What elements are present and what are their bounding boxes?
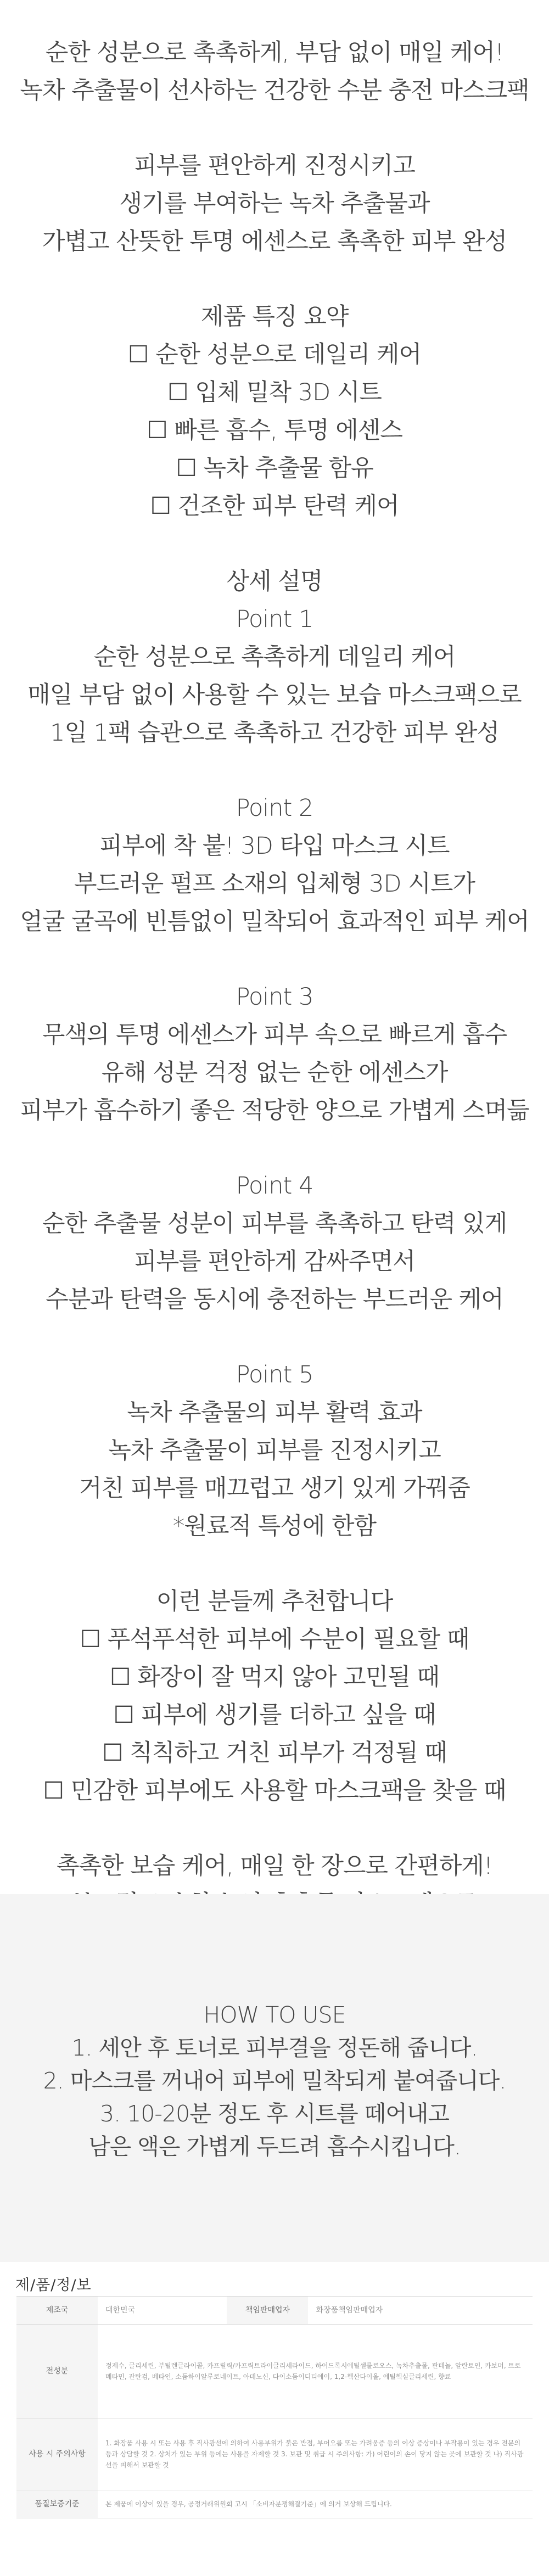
spacer — [0, 1130, 549, 1167]
point-line: 녹차 추출물이 피부를 진정시키고 — [108, 1437, 441, 1464]
info-value: 본 제품에 이상이 있을 경우, 공정거래위원회 고시 「소비자분쟁해결기준」에 의거 보상해 드립니다. — [98, 2490, 533, 2518]
headline-block — [0, 34, 549, 110]
info-value: 1. 화장품 사용 시 또는 사용 후 직사광선에 의하여 사용부위가 붉은 반점, 부어오름 또는 가려움증 등의 이상 증상이나 부작용이 있는 경우 전문의 등과 상담할 것 2. 상처가 있는 부위 등에는 사용을 자제할 것 3. 보관 및 취급 시 주의사항: 가) 어린이의 손이 닿지 않는 곳에 보관할 것 나) 직사광선을 피해서 보관할 것 — [98, 2418, 533, 2490]
info-value: 대한민국 — [98, 2297, 227, 2325]
point-line: 거친 피부를 매끄럽고 생기 있게 가꿔줌 — [79, 1475, 470, 1502]
how-to-step: 2. 마스크를 꺼내어 피부에 밀착되게 붙여줍니다. — [43, 2068, 506, 2094]
headline-line: 녹차 추출물이 선사하는 건강한 수분 충전 마스크팩 — [20, 77, 529, 104]
point-line: 무색의 투명 에센스가 피부 속으로 빠르게 흡수 — [42, 1021, 507, 1049]
point-block — [0, 789, 549, 941]
point-note: *원료적 특성에 한함 — [172, 1513, 377, 1540]
point-line: 피부가 흡수하기 좋은 적당한 양으로 가볍게 스며듦 — [20, 1097, 529, 1124]
recommend-item: ☐ 민감한 피부에도 사용할 마스크팩을 찾을 때 — [43, 1777, 506, 1805]
point-line: 유해 성분 걱정 없는 순한 에센스가 — [101, 1059, 448, 1087]
feature-item: ☐ 건조한 피부 탄력 케어 — [150, 492, 399, 520]
feature-item: ☐ 빠른 흡수, 투명 에센스 — [147, 417, 402, 444]
recommend-item: ☐ 화장이 잘 먹지 않아 고민될 때 — [109, 1664, 439, 1691]
point-block — [0, 1167, 549, 1319]
recommend-block — [0, 1583, 549, 1810]
point-label: Point 4 — [236, 1172, 313, 1200]
info-label: 사용 시 주의사항 — [16, 2418, 98, 2490]
point-line: 수분과 탄력을 동시에 충전하는 부드러운 케어 — [46, 1286, 503, 1313]
spacer — [0, 110, 549, 147]
point-line: 매일 부담 없이 사용할 수 있는 보습 마스크팩으로 — [27, 681, 522, 709]
detail-title: 상세 설명 — [226, 568, 323, 595]
subhead-line: 피부를 편안하게 진정시키고 — [134, 152, 415, 180]
info-value: 정제수, 글리세린, 부틸렌글라이콜, 카프릴릭/카프릭트라이글리세라이드, 하이드록시에틸셀룰로오스, 녹차추출물, 판테놀, 알란토인, 카보머, 트로메타민, 잔탄검, 베타인, 소듐하이알루로네이트, 아데노신, 다이소듐이디티에이, 1,2-헥산다이올, 에틸헥실글리세린, 향료 — [98, 2325, 533, 2418]
point-line: 피부를 편안하게 감싸주면서 — [134, 1248, 415, 1275]
feature-item: ☐ 순한 성분으로 데일리 케어 — [127, 341, 422, 368]
point-label: Point 3 — [236, 983, 313, 1011]
spacer — [0, 1810, 549, 1847]
spacer — [0, 261, 549, 298]
detail-block — [0, 563, 549, 752]
spacer — [0, 1319, 549, 1356]
feature-item: ☐ 녹차 추출물 함유 — [176, 455, 373, 482]
point-line: 1일 1팩 습관으로 촉촉하고 건강한 피부 완성 — [50, 719, 499, 747]
spacer — [0, 0, 549, 34]
feature-item: ☐ 입체 밀착 3D 시트 — [167, 379, 382, 406]
spacer — [0, 1545, 549, 1583]
features-block — [0, 298, 549, 525]
how-to-step: 남은 액은 가볍게 두드려 흡수시킵니다. — [88, 2133, 461, 2160]
closing-line: 촉촉한 보습 케어, 매일 한 장으로 간편하게! — [56, 1852, 493, 1880]
headline-line: 순한 성분으로 촉촉하게, 부담 없이 매일 케어! — [45, 39, 504, 66]
how-to-use-section — [0, 1894, 549, 2262]
recommend-item: ☐ 푸석푸석한 피부에 수분이 필요할 때 — [80, 1626, 469, 1653]
info-value: 화장품책임판매업자 — [308, 2297, 533, 2325]
subhead-block — [0, 147, 549, 261]
table-row — [16, 2490, 533, 2518]
subhead-line: 가볍고 산뜻한 투명 에센스로 촉촉한 피부 완성 — [42, 228, 507, 255]
recommend-title: 이런 분들께 추천합니다 — [156, 1588, 393, 1615]
point-line: 부드러운 펄프 소재의 입체형 3D 시트가 — [74, 870, 475, 898]
spacer — [0, 752, 549, 789]
how-to-use-title: HOW TO USE — [203, 2002, 346, 2028]
point-label: Point 1 — [236, 606, 313, 633]
point-line: 순한 추출물 성분이 피부를 촉촉하고 탄력 있게 — [42, 1210, 507, 1237]
point-line: 녹차 추출물의 피부 활력 효과 — [127, 1399, 422, 1426]
product-info-section — [0, 2262, 549, 2576]
recommend-item: ☐ 칙칙하고 거친 피부가 걱정될 때 — [102, 1739, 447, 1767]
spacer — [0, 941, 549, 978]
point-line: 피부에 착 붙! 3D 타입 마스크 시트 — [99, 832, 450, 860]
table-row — [16, 2297, 533, 2325]
features-title: 제품 특징 요약 — [200, 303, 349, 331]
spacer — [0, 525, 549, 563]
info-label: 제조국 — [16, 2297, 98, 2325]
info-label: 책임판매업자 — [227, 2297, 308, 2325]
table-row — [16, 2418, 533, 2490]
info-label: 품질보증기준 — [16, 2490, 98, 2518]
point-block — [0, 978, 549, 1130]
point-line: 얼굴 굴곡에 빈틈없이 밀착되어 효과적인 피부 케어 — [20, 908, 529, 936]
info-label: 전성분 — [16, 2325, 98, 2418]
how-to-step: 1. 세안 후 토너로 피부결을 정돈해 줍니다. — [71, 2035, 478, 2061]
how-to-step: 3. 10-20분 정도 후 시트를 떼어내고 — [99, 2101, 450, 2127]
point-label: Point 5 — [236, 1361, 313, 1388]
point-line: 순한 성분으로 촉촉하게 데일리 케어 — [93, 643, 456, 671]
recommend-item: ☐ 피부에 생기를 더하고 싶을 때 — [113, 1701, 436, 1729]
subhead-line: 생기를 부여하는 녹차 추출물과 — [119, 190, 430, 217]
table-row — [16, 2325, 533, 2418]
product-info-title: 제/품/정/보 — [15, 2277, 92, 2294]
point-block — [0, 1356, 549, 1545]
product-info-table — [16, 2296, 533, 2518]
point-label: Point 2 — [236, 794, 313, 822]
